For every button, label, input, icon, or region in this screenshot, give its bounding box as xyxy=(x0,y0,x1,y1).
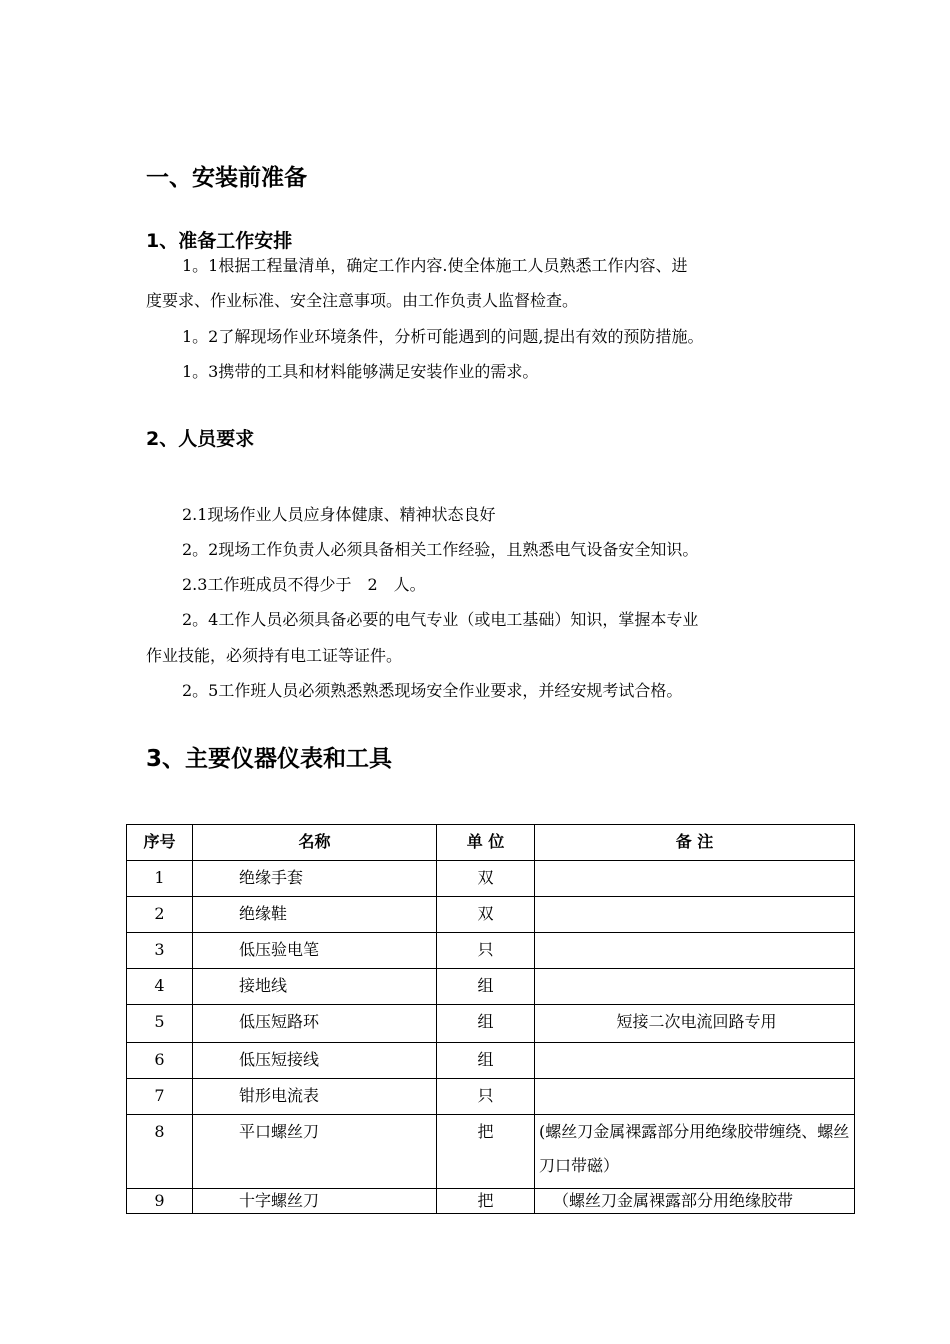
section-title: 一、安装前准备 xyxy=(146,165,307,191)
table-row xyxy=(127,897,855,933)
row-name: 低压短接线 xyxy=(193,1043,437,1079)
row-name: 十字螺丝刀 xyxy=(193,1189,437,1214)
header-unit: 单 位 xyxy=(437,825,535,861)
subsection-title-preparation: 1、准备工作安排 xyxy=(146,230,293,252)
row-unit: 组 xyxy=(437,969,535,1005)
row-note: 短接二次电流回路专用 xyxy=(535,1005,855,1043)
row-note: (螺丝刀金属裸露部分用绝缘胶带缠绕、螺丝刀口带磁） xyxy=(535,1115,855,1189)
header-no: 序号 xyxy=(127,825,193,861)
row-no: 9 xyxy=(127,1189,193,1214)
row-no: 3 xyxy=(127,933,193,969)
table-row xyxy=(127,933,855,969)
table-row xyxy=(127,1115,855,1189)
row-unit: 组 xyxy=(437,1005,535,1043)
row-note xyxy=(535,933,855,969)
row-no: 4 xyxy=(127,969,193,1005)
paragraph-1-3: 1。3携带的工具和材料能够满足安装作业的需求。 xyxy=(182,362,539,381)
row-no: 2 xyxy=(127,897,193,933)
row-name: 绝缘手套 xyxy=(193,861,437,897)
table-row xyxy=(127,861,855,897)
paragraph-1-2: 1。2了解现场作业环境条件，分析可能遇到的问题,提出有效的预防措施。 xyxy=(182,327,704,346)
paragraph-2-2: 2。2现场工作负责人必须具备相关工作经验，且熟悉电气设备安全知识。 xyxy=(182,540,699,559)
table-row xyxy=(127,1079,855,1115)
row-name: 平口螺丝刀 xyxy=(193,1115,437,1189)
table-row xyxy=(127,969,855,1005)
row-unit: 把 xyxy=(437,1189,535,1214)
row-note xyxy=(535,861,855,897)
paragraph-2-4-line1: 2。4工作人员必须具备必要的电气专业（或电工基础）知识，掌握本专业 xyxy=(182,610,699,629)
header-note: 备 注 xyxy=(535,825,855,861)
row-name: 低压短路环 xyxy=(193,1005,437,1043)
table-row xyxy=(127,1005,855,1043)
row-no: 6 xyxy=(127,1043,193,1079)
paragraph-2-3: 2.3工作班成员不得少于 2 人。 xyxy=(182,575,426,594)
row-note xyxy=(535,1043,855,1079)
row-note: （螺丝刀金属裸露部分用绝缘胶带 xyxy=(535,1189,855,1214)
row-unit: 组 xyxy=(437,1043,535,1079)
row-unit: 双 xyxy=(437,897,535,933)
paragraph-2-1: 2.1现场作业人员应身体健康、精神状态良好 xyxy=(182,505,496,524)
row-note xyxy=(535,897,855,933)
table-header-row xyxy=(127,825,855,861)
row-unit: 只 xyxy=(437,1079,535,1115)
row-no: 1 xyxy=(127,861,193,897)
paragraph-1-1-line2: 度要求、作业标准、安全注意事项。由工作负责人监督检查。 xyxy=(146,291,579,310)
paragraph-1-1-line1: 1。1根据工程量清单，确定工作内容.使全体施工人员熟悉工作内容、进 xyxy=(182,256,688,275)
row-name: 钳形电流表 xyxy=(193,1079,437,1115)
row-name: 低压验电笔 xyxy=(193,933,437,969)
row-unit: 只 xyxy=(437,933,535,969)
table-row xyxy=(127,1189,855,1214)
row-unit: 双 xyxy=(437,861,535,897)
row-note xyxy=(535,969,855,1005)
row-unit: 把 xyxy=(437,1115,535,1189)
row-note xyxy=(535,1079,855,1115)
row-no: 8 xyxy=(127,1115,193,1189)
paragraph-2-5: 2。5工作班人员必须熟悉熟悉现场安全作业要求，并经安规考试合格。 xyxy=(182,681,683,700)
row-name: 绝缘鞋 xyxy=(193,897,437,933)
row-name: 接地线 xyxy=(193,969,437,1005)
subsection-title-tools: 3、主要仪器仪表和工具 xyxy=(146,746,393,772)
paragraph-2-4-line2: 作业技能，必须持有电工证等证件。 xyxy=(146,646,403,665)
row-no: 5 xyxy=(127,1005,193,1043)
tools-table xyxy=(126,824,855,1214)
header-name: 名称 xyxy=(193,825,437,861)
table-row xyxy=(127,1043,855,1079)
subsection-title-personnel: 2、人员要求 xyxy=(146,428,255,450)
row-no: 7 xyxy=(127,1079,193,1115)
